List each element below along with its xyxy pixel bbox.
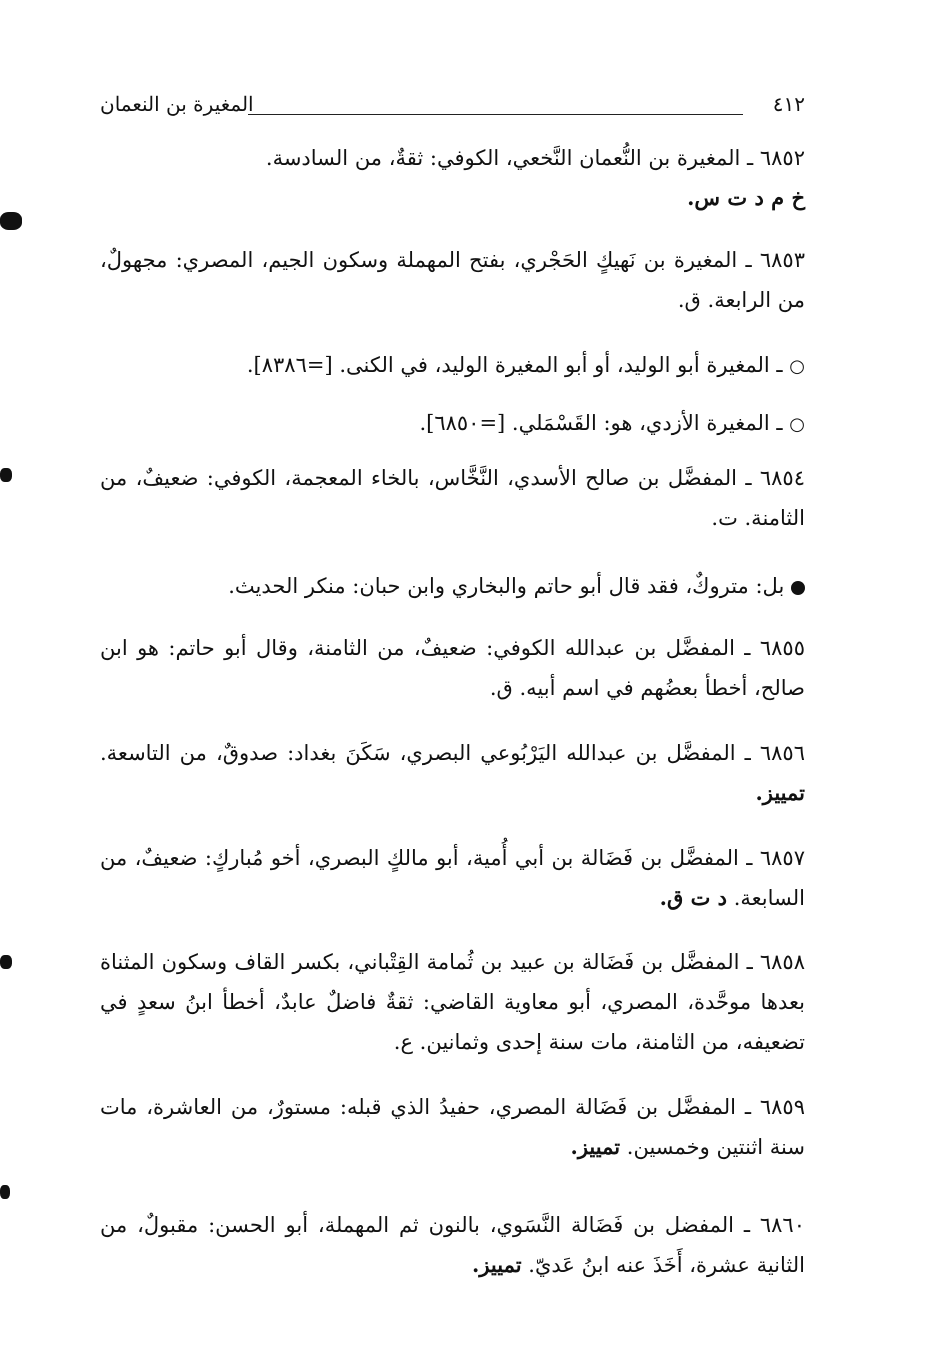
entry-text: ـ المغيرة الأزدي، هو: القَسْمَلي. [=٦٨٥٠]. [419,411,783,435]
cross-ref-2 [100,403,805,445]
entry-6860 [100,1205,805,1285]
entry-text: ٦٨٥٤ ـ المفضَّل بن صالح الأسدي، النَّخَّاس، بالخاء المعجمة، الكوفي: ضعيفٌ، من الثامنة. ت. [100,466,805,530]
entry-text: ٦٨٥٥ ـ المفضَّل بن عبدالله الكوفي: ضعيفٌ، من الثامنة، وقال أبو حاتم: هو ابن صالح، أخطأ بعضُهم في اسم أبيه. ق. [100,636,805,700]
entry-text: ٦٨٥٨ ـ المفضَّل بن فَضَالة بن عبيد بن ثُمامة القِتْباني، بكسر القاف وسكون المثناة بعدها موحَّدة، المصري، أبو معاوية القاضي: ثقةٌ فاضلٌ عابدٌ، أخطأ ابنُ سعدٍ في تضعيفه، من الثامنة، مات سنة إحدى وثمانين. ع. [100,950,805,1054]
entry-6852 [100,138,805,218]
entry-codes: خ م د ت س. [687,185,805,210]
running-title: المغيرة بن النعمان [100,92,254,116]
entry-codes: د ت ق. [659,885,728,910]
ink-blot-mark [0,468,12,482]
entry-6856 [100,733,805,813]
ink-blot-mark [0,212,22,230]
entry-6858 [100,942,805,1062]
entry-6857 [100,838,805,918]
header-rule [248,114,743,115]
entry-text: ٦٨٥٩ ـ المفضَّل بن فَضَالة المصري، حفيدُ الذي قبله: مستورٌ، من العاشرة، مات سنة اثنتين وخمسين. [100,1095,805,1159]
circle-icon: ○ [789,414,805,435]
entry-6855 [100,628,805,708]
page-header [100,92,805,122]
entry-codes: تمييز. [755,780,805,805]
entry-text: ٦٨٥٢ ـ المغيرة بن النُّعمان النَّخعي، الكوفي: ثقةٌ، من السادسة. [265,146,805,170]
entry-text: ٦٨٥٣ ـ المغيرة بن نَهيكٍ الحَجْري، بفتح المهملة وسكون الجيم، المصري: مجهولٌ، من الرابعة. ق. [100,248,805,312]
ink-blot-mark [0,1185,10,1199]
entry-text: ٦٨٦٠ ـ المفضل بن فَضَالة النَّسَوي، بالنون ثم المهملة، أبو الحسن: مقبولٌ، من الثانية عشرة، أَخَذَ عنه ابنُ عَديّ. [100,1213,805,1277]
entry-text: ٦٨٥٦ ـ المفضَّل بن عبدالله اليَرْبُوعي البصري، سَكَنَ بغداد: صدوقٌ، من التاسعة. [100,741,805,765]
entry-codes: تمييز. [570,1134,621,1159]
entry-6854 [100,458,805,538]
cross-ref-1 [100,345,805,387]
ink-blot-mark [0,955,12,969]
entry-6853 [100,240,805,320]
entry-text: ـ المغيرة أبو الوليد، أو أبو المغيرة الوليد، في الكنى. [=٨٣٨٦]. [246,353,783,377]
entry-6859 [100,1087,805,1167]
circle-icon: ○ [789,356,805,377]
entry-text: بل: متروكٌ، فقد قال أبو حاتم والبخاري وابن حبان: منكر الحديث. [228,574,785,598]
page-number: ٤١٢ [772,92,805,116]
bullet-dot-icon [791,581,805,595]
note-6854 [100,566,805,606]
entry-text: ٦٨٥٧ ـ المفضَّل بن فَضَالة بن أبي أُمية، أبو مالكٍ البصري، أخو مُباركٍ: ضعيفٌ، من السابعة. [100,846,805,910]
entry-codes: تمييز. [472,1252,522,1277]
